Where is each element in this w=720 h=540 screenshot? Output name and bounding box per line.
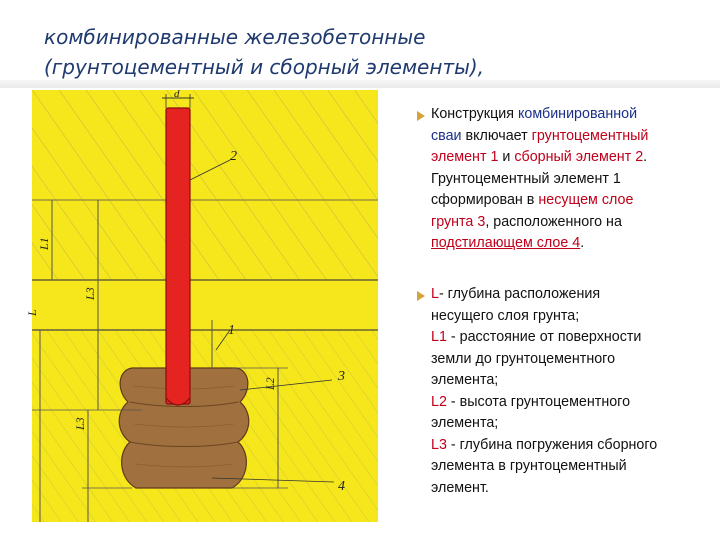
label-L1: L1 — [37, 237, 51, 250]
label-L: L — [25, 309, 39, 316]
bullet-icon — [417, 111, 425, 121]
label-3: 3 — [338, 369, 345, 384]
label-d: d — [174, 88, 180, 100]
title-line-2: (грунтоцементный и сборный элементы), — [44, 55, 485, 79]
construction-description: Конструкция комбинированной сваи включает грунтоцементный элемент 1 и сборный элемент 2. Грунтоцементный элемент 1 сформирован в несущем слое грунта 3, расположенного на подстилающем слое 4. — [431, 106, 649, 251]
slide-title — [44, 22, 644, 82]
title-line-1: комбинированные железобетонные — [44, 25, 426, 49]
divider-bar — [0, 80, 720, 88]
label-2: 2 — [230, 149, 237, 164]
precast-pile-2 — [166, 108, 190, 404]
label-L3: L3 — [83, 287, 97, 300]
pile-diagram — [25, 88, 378, 522]
description-panel — [417, 100, 701, 520]
label-4: 4 — [338, 479, 345, 494]
dimension-legend: L- глубина расположения несущего слоя грунта; L1 - расстояние от поверхности земли до грунтоцементного элемента; L2 - высота грунтоцементного элемента; L3 - глубина погружения сборного элемента в грунтоцементный элемент. — [431, 286, 658, 496]
upper-soil-hatch — [32, 90, 378, 280]
label-L2: L2 — [263, 377, 277, 390]
label-1: 1 — [228, 323, 235, 338]
label-L3-lower: L3 — [73, 417, 87, 430]
bullet-icon — [417, 291, 425, 301]
